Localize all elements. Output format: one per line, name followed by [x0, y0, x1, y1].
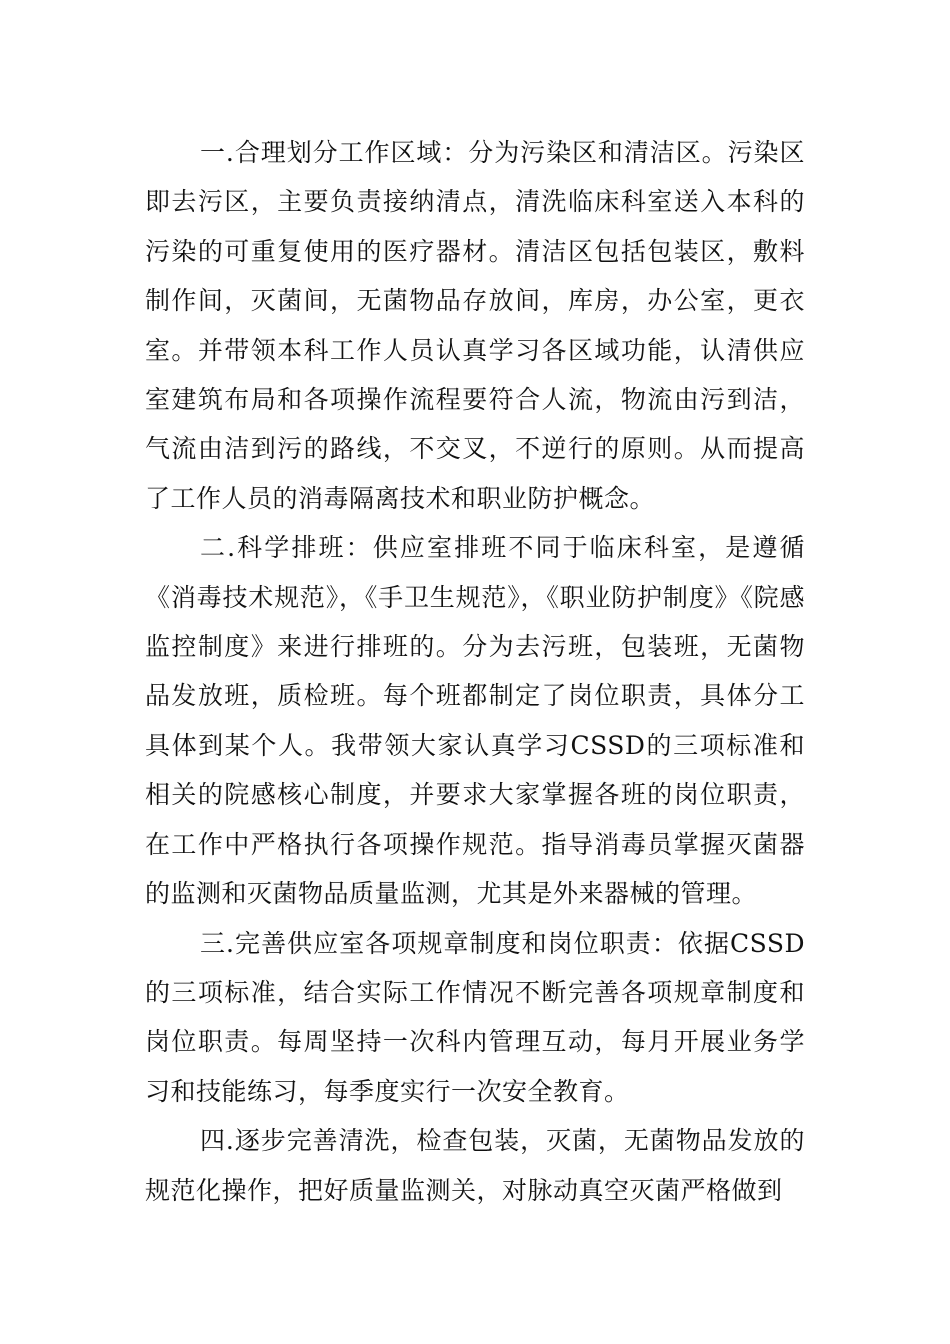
document-body	[145, 128, 805, 1215]
paragraph-standardized-operations: 四.逐步完善清洗，检查包装，灭菌，无菌物品发放的规范化操作，把好质量监测关，对脉动真空灭菌严格做到	[145, 1126, 805, 1205]
paragraph-scheduling: 二.科学排班：供应室排班不同于临床科室，是遵循《消毒技术规范》，《手卫生规范》，《职业防护制度》《院感监控制度》来进行排班的。分为去污班，包装班，无菌物品发放班，质检班。每个班都制定了岗位职责，具体分工具体到某个人。我带领大家认真学习CSSD的三项标准和相关的院感核心制度，并要求大家掌握各班的岗位职责，在工作中严格执行各项操作规范。指导消毒员掌握灭菌器的监测和灭菌物品质量监测，尤其是外来器械的管理。	[145, 533, 805, 909]
paragraph-regulations: 三.完善供应室各项规章制度和岗位职责：依据CSSD的三项标准，结合实际工作情况不断完善各项规章制度和岗位职责。每周坚持一次科内管理互动，每月开展业务学习和技能练习，每季度实行一次安全教育。	[145, 928, 805, 1106]
paragraph-work-zones: 一.合理划分工作区域：分为污染区和清洁区。污染区即去污区，主要负责接纳清点，清洗临床科室送入本科的污染的可重复使用的医疗器材。清洁区包括包装区，敷料制作间，灭菌间，无菌物品存放间，库房，办公室，更衣室。并带领本科工作人员认真学习各区域功能，认清供应室建筑布局和各项操作流程要符合人流，物流由污到洁，气流由洁到污的路线，不交叉，不逆行的原则。从而提高了工作人员的消毒隔离技术和职业防护概念。	[145, 138, 805, 513]
